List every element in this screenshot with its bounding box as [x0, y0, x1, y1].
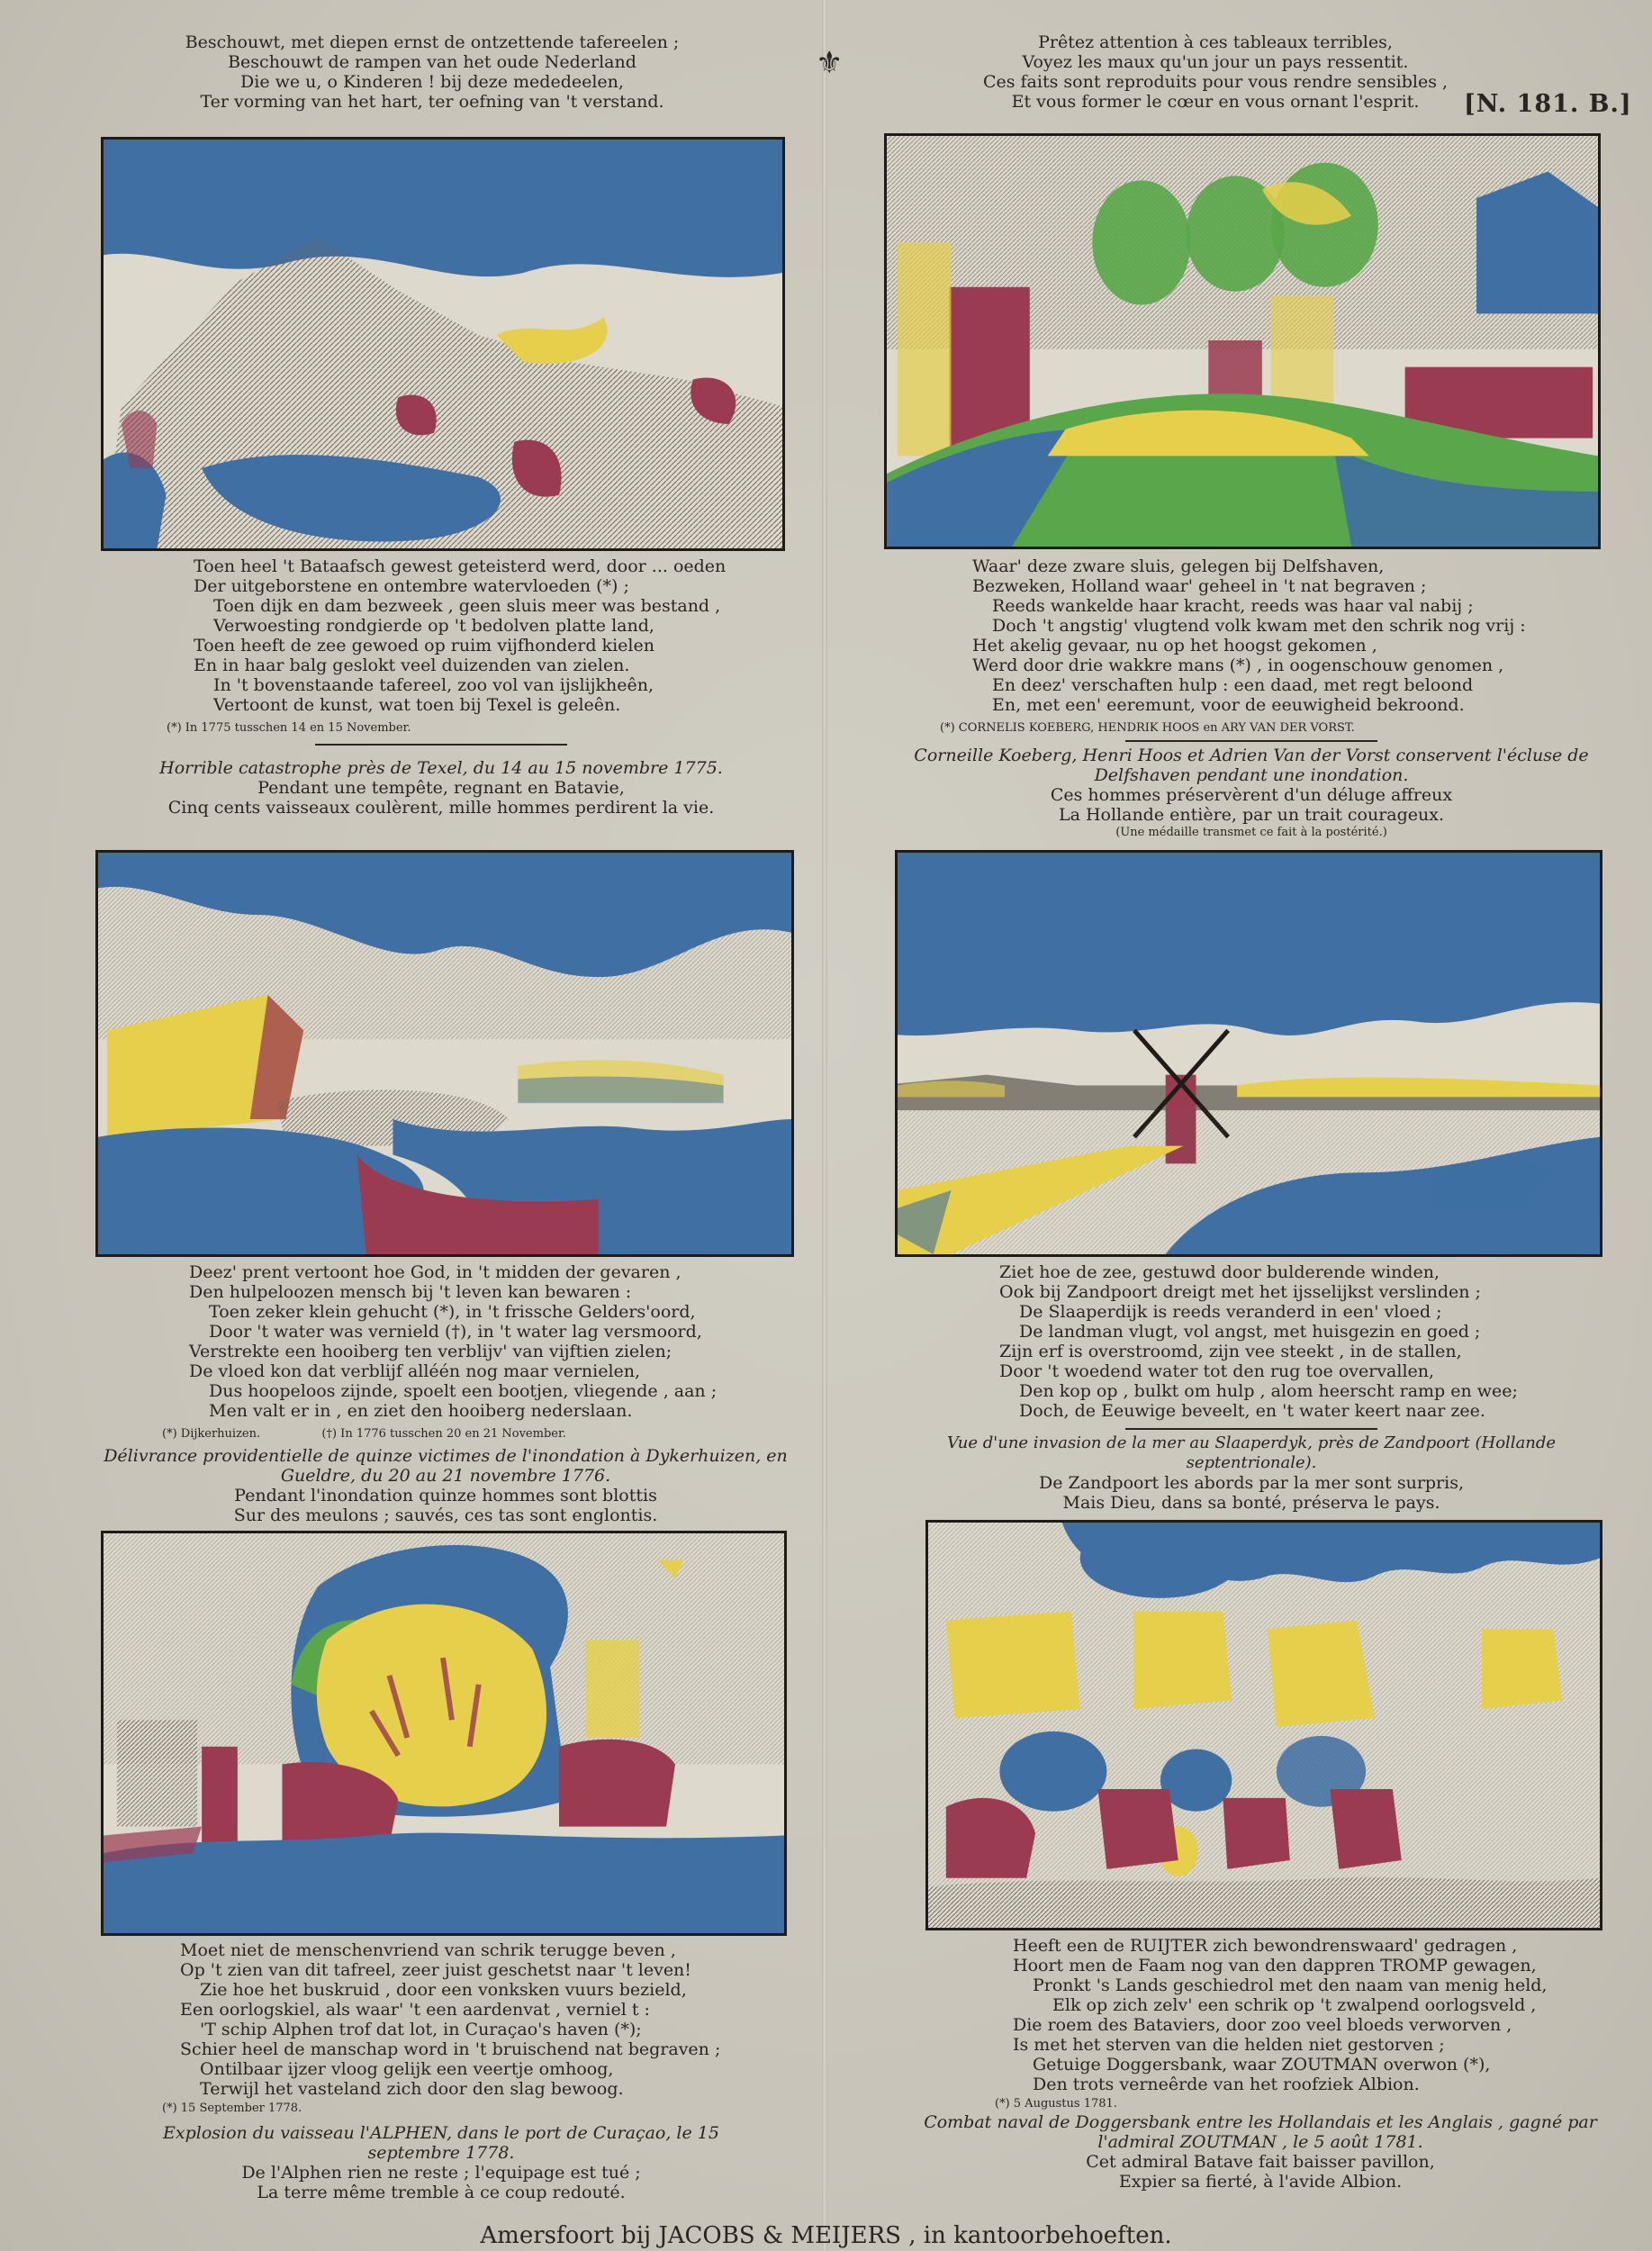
- verse-line: Getuige Doggersbank, waar ZOUTMAN overwon (*),: [1033, 2055, 1491, 2075]
- french-intro: [936, 32, 1494, 112]
- panel-2-french: [909, 740, 1593, 840]
- french-title: Corneille Koeberg, Henri Hoos et Adrien Van der Vorst conservent l'écluse de Delfshaven pendant une inondation.: [914, 746, 1589, 785]
- intro-line: Ces faits sont reproduits pour vous rendre sensibles ,: [982, 72, 1449, 92]
- verse-line: Een oorlogskiel, als waar' 't een aardenvat , verniel t :: [180, 2000, 650, 2020]
- french-line: Expier sa fierté, à l'avide Albion.: [1118, 2172, 1403, 2192]
- verse-line: Die roem des Bataviers, door zoo veel bloeds verworven ,: [1013, 2015, 1512, 2035]
- french-line: Sur des meulons ; sauvés, ces tas sont englontis.: [233, 1505, 658, 1525]
- verse-line: Den kop op , bulkt om hulp , alom heerscht ramp en wee;: [1019, 1381, 1518, 1401]
- verse-line: Zijn erf is overstroomd, zijn vee steekt , in de stallen,: [999, 1342, 1462, 1361]
- verse-line: Hoort men de Faam nog van den dappren TROMP gewagen,: [1013, 1956, 1537, 1975]
- picture-dykerhuizen-rescue: [95, 850, 794, 1257]
- verse-line: Toen dijk en dam bezweek , geen sluis meer was bestand ,: [213, 596, 721, 616]
- french-title: Vue d'une invasion de la mer au Slaaperdyk, près de Zandpoort (Hollande septentrionale).: [946, 1433, 1557, 1472]
- footnote: (*) CORNELIS KOEBERG, HENDRIK HOOS en ARY VAN DER VORST.: [940, 721, 1355, 735]
- french-title: Explosion du vaisseau l'ALPHEN, dans le port de Curaçao, le 15 septembre 1778.: [163, 2123, 719, 2163]
- french-line: La Hollande entière, par un trait courageux.: [1058, 805, 1445, 825]
- intro-line: Beschouwt de rampen van het oude Nederland: [228, 52, 636, 72]
- fleur-de-lis-icon: ⚜: [816, 45, 844, 81]
- french-line: La terre même tremble à ce coup redouté.: [257, 2183, 626, 2202]
- verse-line: Dus hoopeloos zijnde, spoelt een bootjen, vliegende , aan ;: [209, 1381, 718, 1401]
- verse-line: Werd door drie wakkre mans (*) , in oogenschouw genomen ,: [972, 655, 1504, 675]
- verse-line: Deez' prent vertoont hoe God, in 't midden der gevaren ,: [189, 1262, 682, 1282]
- verse-line: Der uitgeborstene en ontembre watervloeden (*) ;: [194, 576, 629, 596]
- picture-doggersbank-battle: [925, 1520, 1602, 1930]
- french-line: Ces hommes préservèrent d'un déluge affreux: [1050, 785, 1453, 805]
- panel-1-french: [135, 744, 747, 818]
- verse-line: Toen heeft de zee gewoed op ruim vijfhonderd kielen: [194, 636, 654, 655]
- intro-line: Ter vorming van het hart, ter oefning van 't verstand.: [200, 92, 664, 112]
- french-title: Horrible catastrophe près de Texel, du 14 au 15 novembre 1775.: [159, 758, 723, 778]
- verse-line: Doch 't angstig' vlugtend volk kwam met den schrik nog vrij :: [992, 616, 1526, 636]
- intro-line: Die we u, o Kinderen ! bij deze mededeelen,: [240, 72, 624, 92]
- verse-line: Vertoont de kunst, wat toen bij Texel is geleên.: [213, 695, 621, 715]
- verse-line: De landman vlugt, vol angst, met huisgezin en goed ;: [1019, 1322, 1481, 1342]
- center-fold: [822, 0, 827, 2251]
- picture-delfshaven-sluice: [884, 133, 1601, 549]
- panel-4-text: [999, 1262, 1575, 1421]
- verse-line: Den hulpeloozen mensch bij 't leven kan bewaren :: [189, 1282, 632, 1302]
- verse-line: Ziet hoe de zee, gestuwd door bulderende winden,: [999, 1262, 1440, 1282]
- picture-slaaperdijk-windmill: [895, 850, 1602, 1257]
- verse-line: Zie hoe het buskruid , door een vonksken vuurs bezield,: [200, 1980, 687, 2000]
- panel-5-text: [162, 1940, 774, 2116]
- verse-line: Moet niet de menschenvriend van schrik terugge beven ,: [180, 1940, 676, 1960]
- verse-line: Elk op zich zelv' een schrik op 't zwalpend oorlogsveld ,: [1052, 1995, 1537, 2015]
- intro-line: Prêtez attention à ces tableaux terribles,: [1038, 32, 1393, 52]
- verse-line: Waar' deze zware sluis, gelegen bij Delfshaven,: [972, 556, 1385, 576]
- panel-1-text: [167, 556, 752, 736]
- panel-2-text: [940, 556, 1548, 736]
- french-line: Cet admiral Batave fait baisser pavillon,: [1086, 2152, 1435, 2172]
- french-line: De l'Alphen rien ne reste ; l'equipage est tué ;: [241, 2163, 641, 2183]
- french-line: De Zandpoort les abords par la mer sont surpris,: [1038, 1473, 1465, 1493]
- verse-line: Is met het sterven van die helden niet gestorven ;: [1013, 2035, 1445, 2055]
- french-line: Cinq cents vaisseaux coulèrent, mille hommes perdirent la vie.: [167, 798, 715, 818]
- verse-line: Toen heel 't Bataafsch gewest geteisterd werd, door ... oeden: [194, 556, 727, 576]
- verse-line: En, met een' eeremunt, voor de eeuwigheid bekroond.: [992, 695, 1465, 715]
- french-title: Délivrance providentielle de quinze victimes de l'inondation à Dykerhuizen, en Gueldre, du 20 au 21 novembre 1776.: [104, 1446, 788, 1486]
- verse-line: Het akelig gevaar, nu op het hoogst gekomen ,: [972, 636, 1377, 655]
- verse-line: Toen zeker klein gehucht (*), in 't frissche Gelders'oord,: [209, 1302, 696, 1322]
- verse-line: De vloed kon dat verblijf alléén nog maar vernielen,: [189, 1361, 641, 1381]
- verse-line: Ontilbaar ijzer vloog gelijk een veertje omhoog,: [200, 2059, 614, 2079]
- picture-texel-catastrophe: [101, 137, 785, 551]
- divider: [1125, 1428, 1377, 1430]
- french-line: Pendant l'inondation quinze hommes sont blottis: [234, 1486, 657, 1505]
- panel-3-text: [162, 1262, 765, 1442]
- verse-line: En in haar balg geslokt veel duizenden van zielen.: [194, 655, 630, 675]
- verse-line: Op 't zien van dit tafreel, zeer juist geschetst naar 't leven!: [180, 1960, 691, 1980]
- footnote: (*) 15 September 1778.: [162, 2102, 302, 2115]
- verse-line: Den trots verneêrde van het roofziek Albion.: [1033, 2075, 1420, 2094]
- panel-6-text: [995, 1936, 1589, 2111]
- verse-line: En deez' verschaften hulp : een daad, met regt beloond: [992, 675, 1474, 695]
- footnote: (*) 5 Augustus 1781.: [995, 2097, 1117, 2111]
- printer-imprint: Amersfoort bij JACOBS & MEIJERS , in kantoorbehoeften.: [480, 2222, 1172, 2249]
- panel-3-french: [99, 1446, 792, 1525]
- french-note: (Une médaille transmet ce fait à la postérité.): [1115, 826, 1387, 839]
- verse-line: Pronkt 's Lands geschiedrol met den naam van menig held,: [1033, 1975, 1548, 1995]
- panel-5-french: [126, 2123, 756, 2202]
- verse-line: Bezweken, Holland waar' geheel in 't nat begraven ;: [972, 576, 1427, 596]
- verse-line: Door 't woedend water tot den rug toe overvallen,: [999, 1361, 1435, 1381]
- french-title: Combat naval de Doggersbank entre les Hollandais et les Anglais , gagné par l'admiral ZOUTMAN , le 5 août 1781.: [924, 2112, 1597, 2152]
- sheet-number: [N. 181. B.]: [1464, 90, 1632, 118]
- verse-line: 'T schip Alphen trof dat lot, in Curaçao's haven (*);: [200, 2020, 642, 2039]
- dutch-intro: [153, 32, 711, 112]
- verse-line: Men valt er in , en ziet den hooiberg nederslaan.: [209, 1401, 633, 1421]
- french-line: Pendant une tempête, regnant en Batavie,: [257, 778, 625, 798]
- verse-line: De Slaaperdijk is reeds veranderd in een' vloed ;: [1019, 1302, 1442, 1322]
- panel-4-french: [891, 1428, 1611, 1513]
- verse-line: In 't bovenstaande tafereel, zoo vol van ijslijkheên,: [213, 675, 654, 695]
- divider: [315, 744, 567, 746]
- intro-line: Beschouwt, met diepen ernst de ontzettende tafereelen ;: [185, 32, 680, 52]
- intro-line: Voyez les maux qu'un jour un pays ressentit.: [1022, 52, 1409, 72]
- verse-line: Heeft een de RUIJTER zich bewondrenswaard' gedragen ,: [1013, 1936, 1518, 1956]
- verse-line: Door 't water was vernield (†), in 't water lag versmoord,: [209, 1322, 702, 1342]
- footnote: (*) In 1775 tusschen 14 en 15 November.: [167, 721, 411, 735]
- intro-line: Et vous former le cœur en vous ornant l'esprit.: [1011, 92, 1420, 112]
- verse-line: Schier heel de manschap word in 't bruischend nat begraven ;: [180, 2039, 721, 2059]
- verse-line: Reeds wankelde haar kracht, reeds was haar val nabij ;: [992, 596, 1474, 616]
- verse-line: Doch, de Eeuwige beveelt, en 't water keert naar zee.: [1019, 1401, 1485, 1421]
- verse-line: Terwijl het vasteland zich door den slag bewoog.: [200, 2079, 624, 2099]
- footnotes: [162, 1426, 765, 1442]
- panel-6-french: [918, 2112, 1602, 2192]
- french-line: Mais Dieu, dans sa bonté, préserva le pays.: [1062, 1493, 1440, 1513]
- divider: [1125, 740, 1377, 742]
- verse-line: Verwoesting rondgierde op 't bedolven platte land,: [213, 616, 654, 636]
- verse-line: Ook bij Zandpoort dreigt met het ijsselijkst verslinden ;: [999, 1282, 1481, 1302]
- picture-alphen-explosion: [101, 1531, 787, 1936]
- footnote: (*) Dijkerhuizen.: [162, 1427, 261, 1441]
- verse-line: Verstrekte een hooiberg ten verblijv' van vijftien zielen;: [189, 1342, 673, 1361]
- footnote: (†) In 1776 tusschen 20 en 21 November.: [321, 1427, 566, 1441]
